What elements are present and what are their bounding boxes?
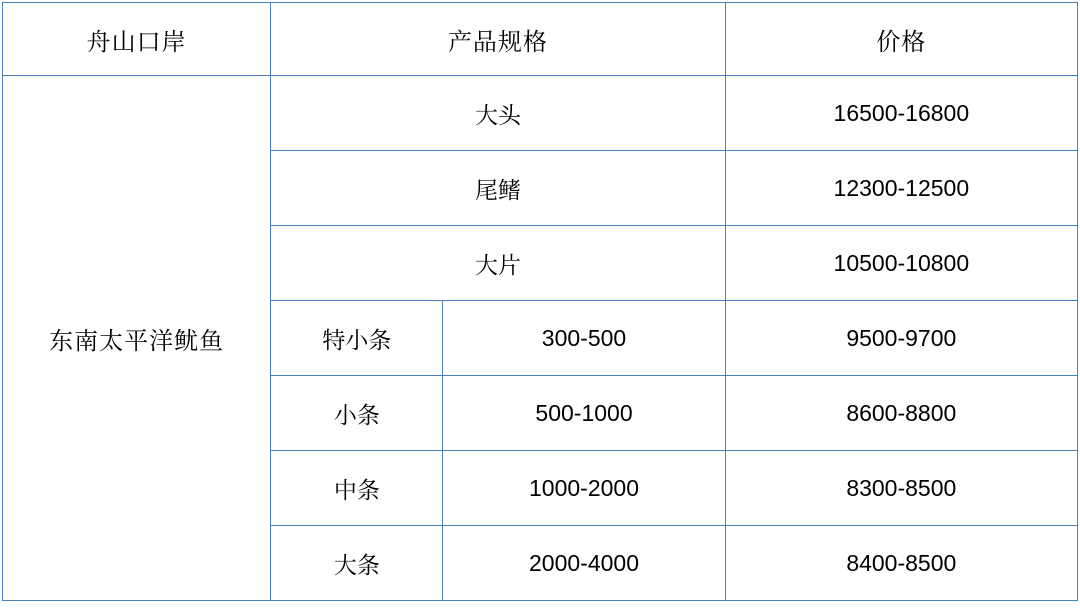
spec-size-cell: 2000-4000 [443, 526, 725, 601]
spec-name-cell: 特小条 [271, 301, 443, 376]
spec-name-cell: 中条 [271, 451, 443, 526]
spec-name-cell: 大头 [271, 76, 725, 151]
spec-name-cell: 尾鳍 [271, 151, 725, 226]
price-cell: 8300-8500 [725, 451, 1077, 526]
price-cell: 12300-12500 [725, 151, 1077, 226]
header-price: 价格 [725, 3, 1077, 76]
table-header [3, 3, 1078, 76]
spec-name-cell: 大条 [271, 526, 443, 601]
header-port: 舟山口岸 [3, 3, 271, 76]
spec-size-cell: 300-500 [443, 301, 725, 376]
spec-name-cell: 大片 [271, 226, 725, 301]
price-cell: 9500-9700 [725, 301, 1077, 376]
table-body [3, 76, 1078, 601]
price-cell: 10500-10800 [725, 226, 1077, 301]
table-row [3, 76, 1078, 151]
table-header-row [3, 3, 1078, 76]
price-cell: 8400-8500 [725, 526, 1077, 601]
squid-price-table [2, 2, 1078, 601]
header-spec: 产品规格 [271, 3, 725, 76]
spec-size-cell: 1000-2000 [443, 451, 725, 526]
price-cell: 16500-16800 [725, 76, 1077, 151]
spec-size-cell: 500-1000 [443, 376, 725, 451]
price-cell: 8600-8800 [725, 376, 1077, 451]
spec-name-cell: 小条 [271, 376, 443, 451]
category-cell: 东南太平洋鱿鱼 [3, 76, 271, 601]
